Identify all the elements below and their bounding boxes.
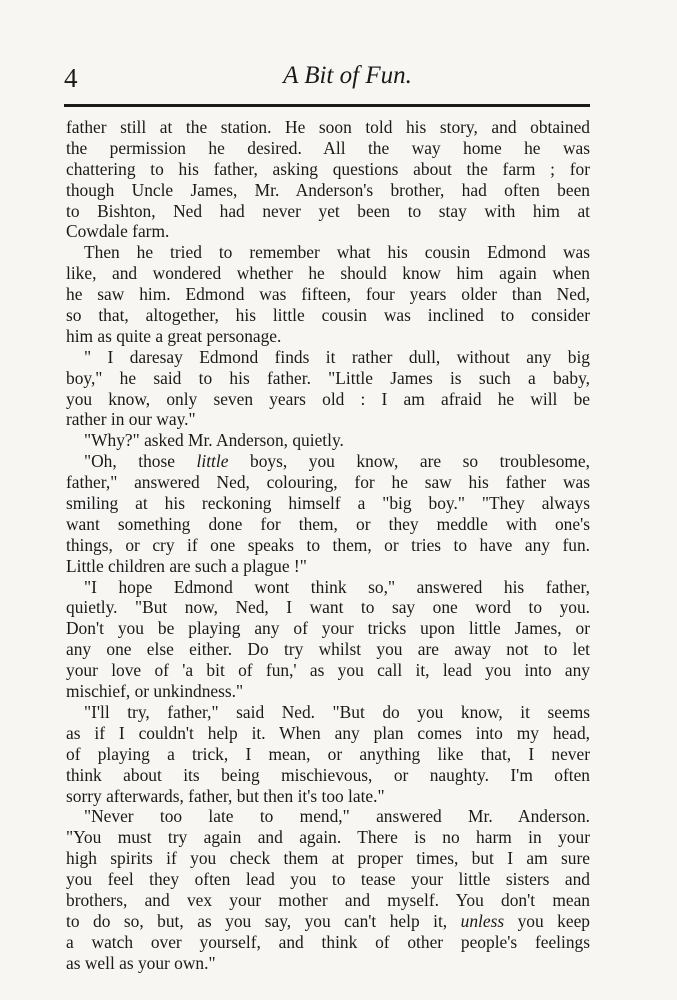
- text-line: so that, altogether, his little cousin was inclined to consider: [66, 305, 590, 326]
- header-rule: [64, 104, 590, 107]
- text-line: your love of 'a bit of fun,' as you call it, lead you into any: [66, 660, 590, 681]
- text-line: though Uncle James, Mr. Anderson's brother, had often been: [66, 179, 590, 200]
- text-line: you know, only seven years old : I am afraid he will be: [66, 388, 590, 409]
- text-line: "Never too late to mend," answered Mr. Anderson.: [84, 806, 590, 827]
- text-line: any one else either. Do try whilst you are away not to let: [66, 639, 590, 660]
- text-line: "I'll try, father," said Ned. "But do you know, it seems: [84, 701, 590, 722]
- text-line: quietly. "But now, Ned, I want to say one word to you.: [66, 597, 590, 618]
- text-line: "Why?" asked Mr. Anderson, quietly.: [84, 430, 344, 451]
- text-line: "I hope Edmond wont think so," answered his father,: [84, 576, 590, 597]
- text-line: like, and wondered whether he should know him again when: [66, 263, 590, 284]
- text-line: "Oh, those little boys, you know, are so troublesome,: [84, 451, 590, 472]
- text-line: to do so, but, as you say, you can't help it, unless you keep: [66, 910, 590, 931]
- text-line: as if I couldn't help it. When any plan comes into my head,: [66, 722, 590, 743]
- text-line: chattering to his father, asking questions about the farm ; for: [66, 158, 590, 179]
- text-line: high spirits if you check them at proper times, but I am sure: [66, 848, 590, 869]
- text-line: Then he tried to remember what his cousin Edmond was: [84, 242, 590, 263]
- text-line: "You must try again and again. There is no harm in your: [66, 827, 590, 848]
- text-line: smiling at his reckoning himself a "big boy." "They always: [66, 493, 590, 514]
- text-line: to Bishton, Ned had never yet been to stay with him at: [66, 200, 590, 221]
- text-line: think about its being mischievous, or naughty. I'm often: [66, 764, 590, 785]
- text-line: Don't you be playing any of your tricks upon little James, or: [66, 618, 590, 639]
- text-line: Little children are such a plague !": [66, 555, 307, 576]
- text-line: brothers, and vex your mother and myself. You don't mean: [66, 889, 590, 910]
- text-line: rather in our way.": [66, 409, 196, 430]
- body-text: [66, 117, 590, 974]
- text-line: father," answered Ned, colouring, for he saw his father was: [66, 472, 590, 493]
- text-line: boy," he said to his father. "Little James is such a baby,: [66, 367, 590, 388]
- text-line: of playing a trick, I mean, or anything like that, I never: [66, 743, 590, 764]
- text-line: father still at the station. He soon told his story, and obtained: [66, 117, 590, 137]
- text-line: the permission he desired. All the way home he was: [66, 137, 590, 158]
- text-line: you feel they often lead you to tease your little sisters and: [66, 869, 590, 890]
- page-number: 4: [64, 63, 78, 93]
- text-line: things, or cry if one speaks to them, or tries to have any fun.: [66, 534, 590, 555]
- text-line: want something done for them, or they meddle with one's: [66, 513, 590, 534]
- text-line: as well as your own.": [66, 952, 216, 973]
- text-line: sorry afterwards, father, but then it's too late.": [66, 785, 385, 806]
- text-line: " I daresay Edmond finds it rather dull, without any big: [84, 346, 590, 367]
- running-title: A Bit of Fun.: [283, 62, 412, 89]
- text-line: Cowdale farm.: [66, 221, 170, 242]
- text-line: him as quite a great personage.: [66, 325, 282, 346]
- text-line: he saw him. Edmond was fifteen, four years older than Ned,: [66, 284, 590, 305]
- text-line: mischief, or unkindness.": [66, 681, 244, 702]
- text-line: a watch over yourself, and think of other people's feelings: [66, 931, 590, 952]
